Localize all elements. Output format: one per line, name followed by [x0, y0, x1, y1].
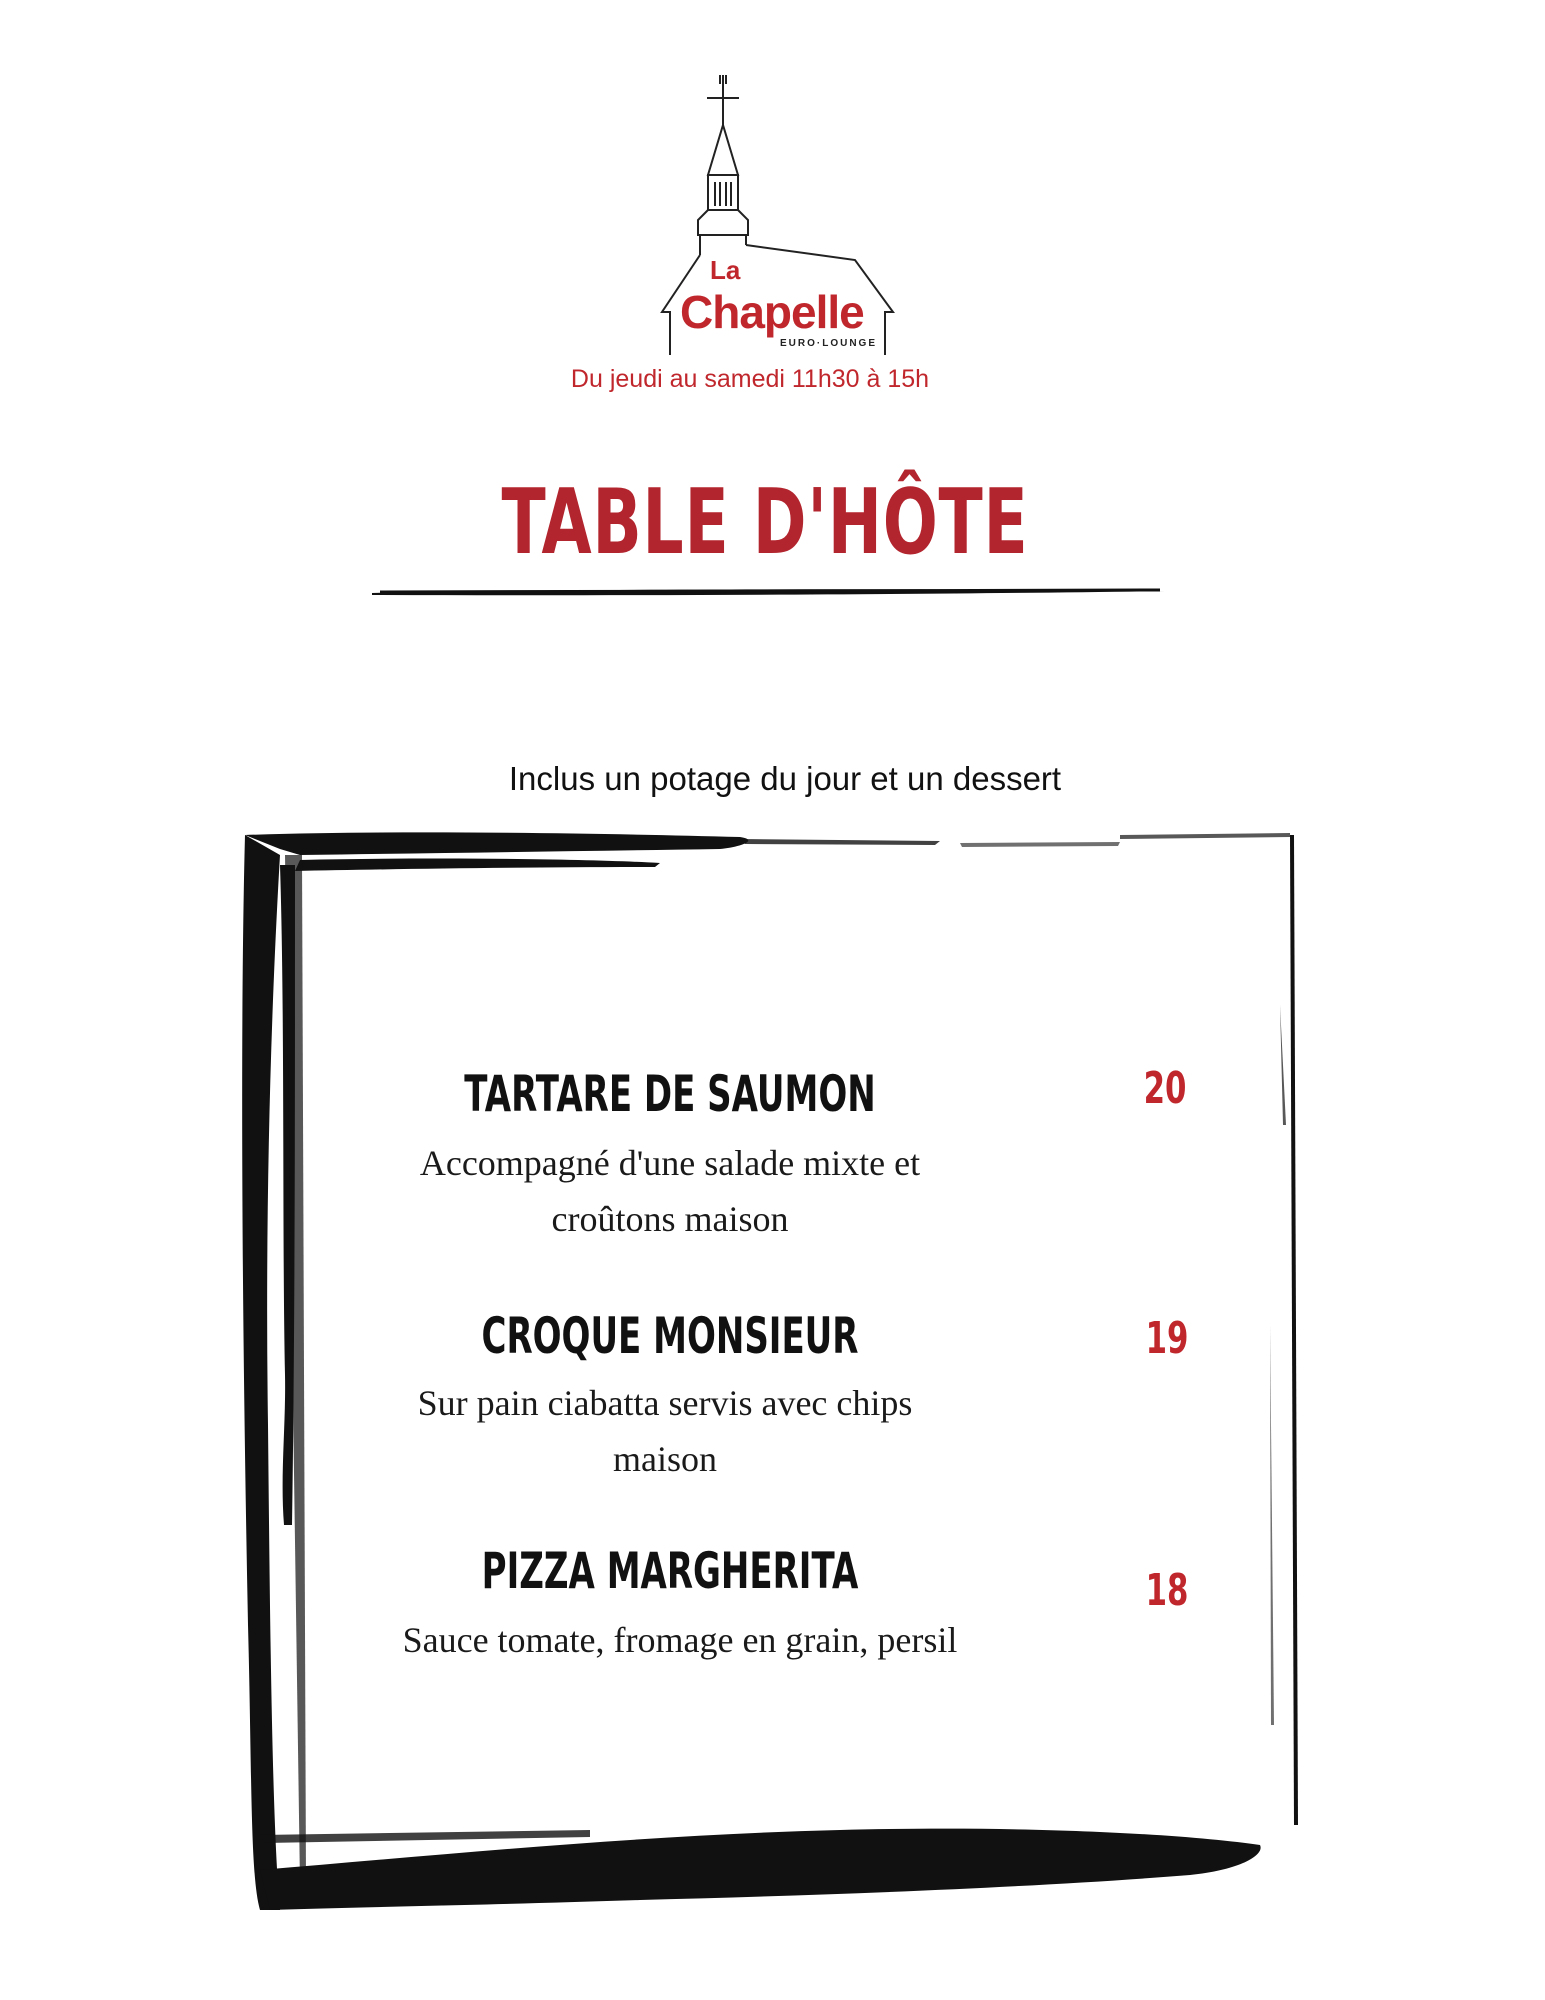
item-name: PIZZA MARGHERITA — [481, 1542, 859, 1600]
item-price: 18 — [1145, 1565, 1189, 1616]
page-title: TABLE D'HÔTE — [501, 470, 1029, 575]
logo-text-la: La — [710, 255, 741, 285]
item-description: Sauce tomate, fromage en grain, persil — [402, 1620, 958, 1660]
item-name: TARTARE DE SAUMON — [464, 1065, 876, 1123]
includes-note: Inclus un potage du jour et un dessert — [508, 760, 1062, 797]
title-brush-underline — [370, 585, 1170, 599]
opening-hours: Du jeudi au samedi 11h30 à 15h — [570, 365, 930, 393]
logo-text-chapelle: Chapelle — [680, 286, 864, 338]
brush-frame — [240, 825, 1320, 1915]
item-price: 19 — [1145, 1313, 1189, 1364]
logo-text-euro-lounge: EURO·LOUNGE — [780, 338, 877, 349]
item-description: Accompagné d'une salade mixte et croûtons maison — [419, 1143, 921, 1239]
item-price: 20 — [1143, 1063, 1187, 1114]
item-description: Sur pain ciabatta servis avec chips maison — [417, 1383, 913, 1479]
item-name: CROQUE MONSIEUR — [481, 1307, 859, 1365]
